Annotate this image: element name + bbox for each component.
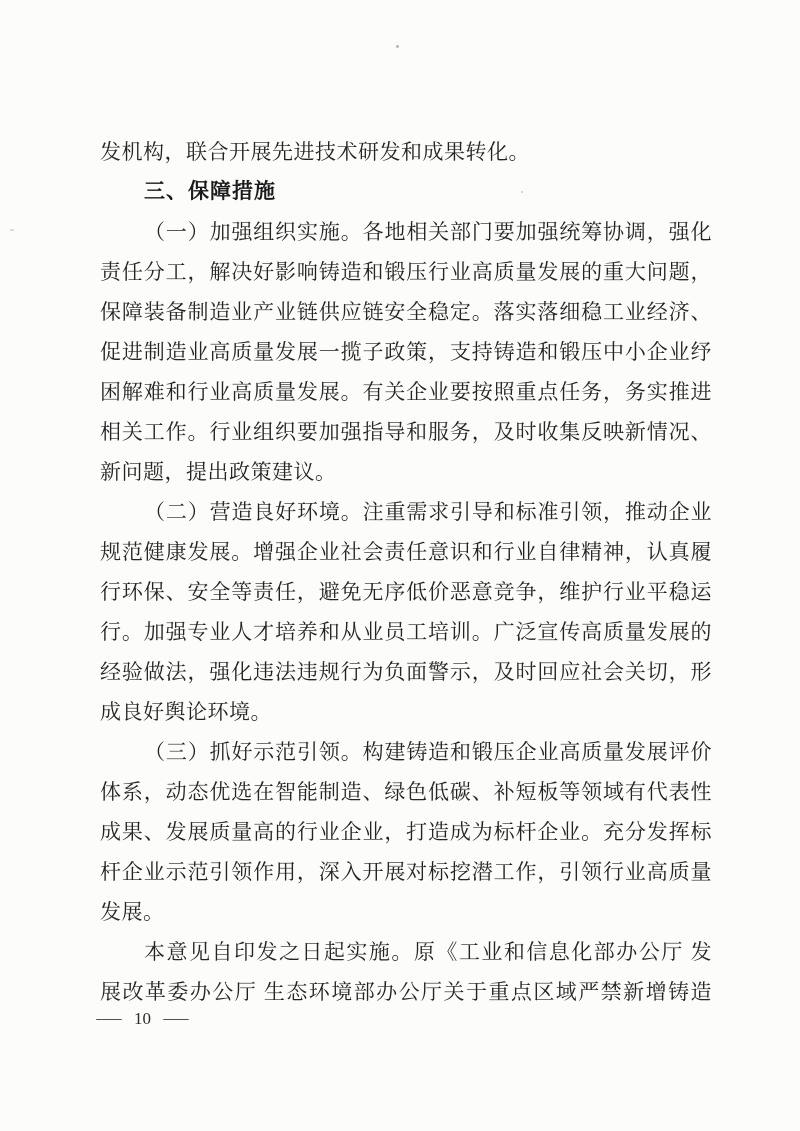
scan-speck — [396, 45, 399, 48]
text-line: 杆企业示范引领作用，深入开展对标挖潜工作，引领行业高质量 — [100, 860, 712, 884]
text-line: 发展。 — [100, 900, 165, 924]
text-line: 行。加强专业人才培养和从业员工培训。广泛宣传高质量发展的 — [100, 620, 712, 644]
text-line: 新问题，提出政策建议。 — [100, 460, 337, 484]
text-line: 困解难和行业高质量发展。有关企业要按照重点任务，务实推进 — [100, 380, 712, 404]
text-line: （一）加强组织实施。各地相关部门要加强统筹协调，强化 — [144, 220, 712, 244]
text-line: 行环保、安全等责任，避免无序低价恶意竞争，维护行业平稳运 — [100, 580, 712, 604]
text-line: （三）抓好示范引领。构建铸造和锻压企业高质量发展评价 — [144, 740, 712, 764]
text-line: 保障装备制造业产业链供应链安全稳定。落实落细稳工业经济、 — [100, 300, 712, 324]
text-line: 经验做法，强化违法违规行为负面警示，及时回应社会关切，形 — [100, 660, 712, 684]
page-number: 10 — [134, 1009, 151, 1028]
text-line: 责任分工，解决好影响铸造和锻压行业高质量发展的重大问题， — [100, 260, 712, 284]
text-line: 成良好舆论环境。 — [100, 700, 272, 724]
text-line: 相关工作。行业组织要加强指导和服务，及时收集反映新情况、 — [100, 420, 712, 444]
text-line: 成果、发展质量高的行业企业，打造成为标杆企业。充分发挥标 — [100, 820, 712, 844]
section-heading: 三、保障措施 — [144, 180, 276, 203]
text-line: 本意见自印发之日起实施。原《工业和信息化部办公厅 发 — [144, 940, 712, 964]
text-line: 促进制造业高质量发展一揽子政策，支持铸造和锻压中小企业纾 — [100, 340, 712, 364]
text-line: 规范健康发展。增强企业社会责任意识和行业自律精神，认真履 — [100, 540, 712, 564]
text-line: （二）营造良好环境。注重需求引导和标准引领，推动企业 — [144, 500, 712, 524]
text-line: 发机构，联合开展先进技术研发和成果转化。 — [100, 140, 530, 164]
text-line: 展改革委办公厅 生态环境部办公厅关于重点区域严禁新增铸造 — [100, 980, 712, 1004]
page-footer — [96, 1004, 189, 1032]
footer-dash-left: — — [96, 1008, 122, 1028]
document-body — [100, 132, 712, 1012]
footer-dash-right: — — [163, 1008, 189, 1028]
scan-speck — [10, 229, 14, 231]
text-line: 体系，动态优选在智能制造、绿色低碳、补短板等领域有代表性 — [100, 780, 712, 804]
